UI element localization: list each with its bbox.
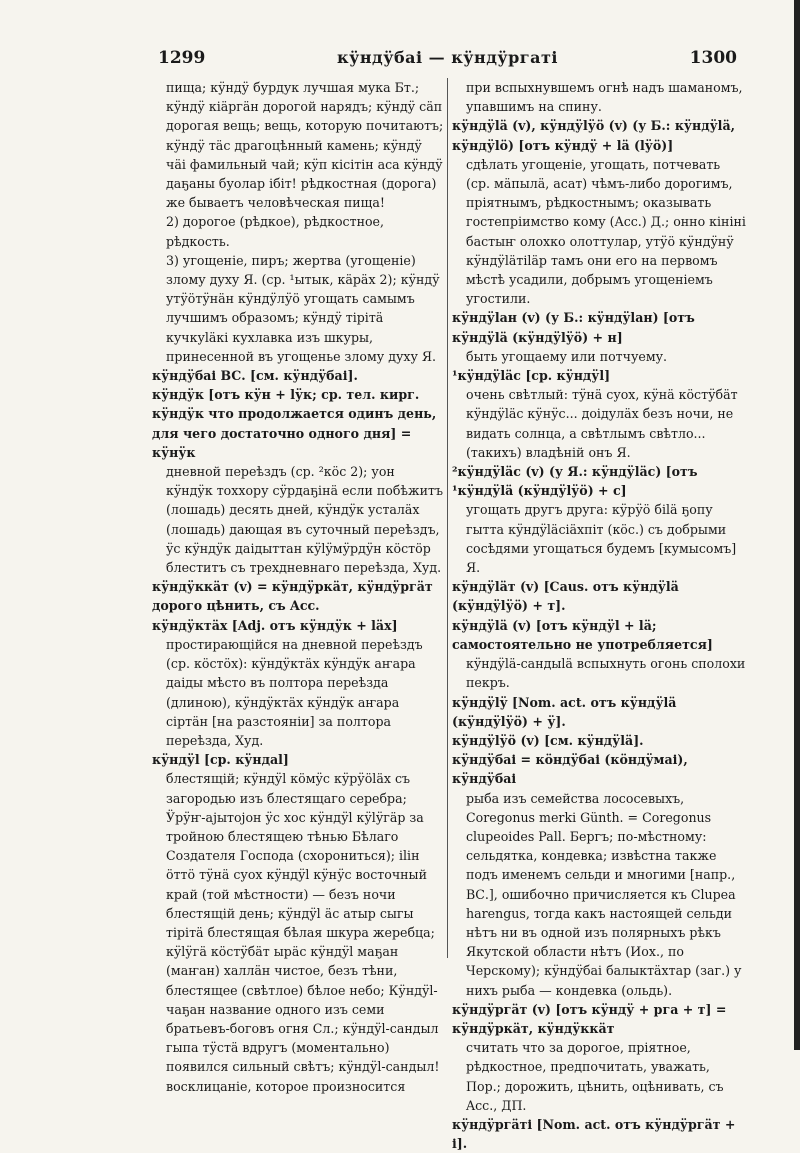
entry-headword: кӱндӱläт (v) [Caus. отъ кӱндӱlä (кӱндӱlӱö) + т].	[452, 579, 679, 614]
entry-text: считать что за дорогое, пріятное, рѣдкостное, предпочитать, уважать, Пор.; дорожить, цѣнить, оцѣнивать, съ Acc., ДП.	[466, 1040, 724, 1113]
entry-text: быть угощаему или потчуему.	[466, 348, 668, 364]
entry-headword: кӱндӱккäт (v) = кӱндӱркäт, кӱндӱргäт дорого цѣнить, съ Acc.	[152, 579, 433, 614]
entry-headword: кӱндӱктäх [Adj. отъ кӱндӱк + läх]	[152, 617, 398, 633]
entry-headword: кӱндӱlä (v) [отъ кӱндӱl + lä; самостоятельно не употребляется]	[452, 617, 713, 652]
entry-text: 3) угощеніе, пиръ; жертва (угощеніе) злому духу Я. (ср. ¹ытык, кäрäх 2); кӱндӱ утӱöтӱнäн кӱндӱлӱö угощать самымъ лучшимъ образомъ; кӱндӱ тірітä кучкуläкі кухлавка изъ шкуры, принесенной въ угощенье злому духу Я.	[166, 252, 440, 364]
running-title: кӱндӱбаі — кӱндӱргаті	[337, 48, 558, 67]
entry-headword: кӱндӱбаі ВС. [см. кӱндӱбаі].	[152, 368, 358, 384]
entry-headword: кӱндӱlӱ [Nom. act. отъ кӱндӱlä (кӱндӱlӱö) + ӱ].	[452, 694, 677, 729]
page-number-right: 1300	[689, 48, 737, 68]
entry-headword: кӱндӱl [ср. кӱндаl]	[152, 752, 289, 768]
entry-headword: кӱндӱбаі = кöндӱбаі (кöндӱмаі), кӱндӱбаі	[452, 752, 688, 787]
entry-text: очень свѣтлый: тӱнä суох, кӱнä кöстӱбäт кӱндӱläс кӱнӱс... доідулäх безъ ночи, не видать солнца, а свѣтлымъ свѣтло... (такихъ) владѣній онъ Я.	[466, 387, 738, 460]
entry-headword: ¹кӱндӱläс [ср. кӱндӱl]	[452, 368, 611, 384]
entry-headword: ²кӱндӱläс (v) (у Я.: кӱндӱläс) [отъ ¹кӱндӱlä (кӱндӱlӱö) + с]	[452, 464, 698, 499]
entry-headword: кӱндӱргäті [Nom. act. отъ кӱндӱргäт + і].	[452, 1116, 736, 1152]
entry-text: блестящій; кӱндӱl кöмӱс кӱрӱöläх съ загородью изъ блестящаго серебра; Ӱрӱҥ-аjытојон ӱс хос кӱндӱl кӱlӱгäр за тройною блестящею тѣнью Бѣлаго Создателя Господа (схорониться); ilін öттö тӱнä суох кӱндӱl кӱнӱс восточный край (той мѣстности) — безъ ночи блестящій день; кӱндӱl äс атыр сыгы тірітä блестящая бѣлая шкура жеребца; кӱlӱгä кöстӱбäт ырäс кӱндӱl маҕан (маҥан) халлäн чистое, безъ тѣни, блестящее (свѣтлое) бѣлое небо; Кӱндӱl-чаҕан название одного изъ семи братьевъ-боговъ огня Сл.; кӱндӱl-сандыл гыпа тӱстä вдругъ (моментально) появился сильный свѣтъ; кӱндӱl-сандыл! восклицаніе, которое произносится	[166, 771, 440, 1094]
entry-headword: кӱндӱlä (v), кӱндӱlӱö (v) (у Б.: кӱндӱlä, кӱндӱlö) [отъ кӱндӱ + lä (lӱö)]	[452, 118, 735, 153]
entry-headword: кӱндӱк [отъ кӱн + lӱк; ср. тел. кирг. кӱндӱк что продолжается одинъ день, для чего достаточно одного дня] = кӱнӱк	[152, 387, 437, 460]
entry-headword: кӱндӱlӱö (v) [см. кӱндӱlä].	[452, 732, 644, 748]
entry-headword: кӱндӱlан (v) (у Б.: кӱндӱlан) [отъ кӱндӱlä (кӱндӱlӱö) + н]	[452, 310, 695, 345]
entry-text: рыба изъ семейства лососевыхъ, Coregonus merki Günth. = Coregonus clupeoides Pall. Бергъ; по-мѣстному: сельдятка, кондевка; извѣстна также подъ именемъ сельди и многими [напр., ВС.], ошибочно причисляется къ Clupea harengus, тогда какъ настоящей сельди нѣтъ ни въ одной изъ полярныхъ рѣкъ Якутской области нѣтъ (Иох., по Черскому); кӱндӱбаі балыктäхтар (заг.) у нихъ рыба — кондевка (ольдь).	[466, 790, 742, 998]
entry-text: при вспыхнувшемъ огнѣ надъ шаманомъ, упавшимъ на спину.	[466, 80, 743, 115]
entry-text: 2) дорогое (рѣдкое), рѣдкостное, рѣдкость.	[166, 214, 385, 249]
entry-text: простирающійся на дневной переѣздъ (ср. кöстöх): кӱндӱктäх кӱндӱк аҥара даіды мѣсто въ полтора переѣзда (длиною), кӱндӱктäх кӱндӱк аҥара сіртäн [на разстояніи] за полтора переѣзда, Худ.	[166, 636, 423, 748]
entry-text: угощать другъ друга: кӱрӱö біlä ҕопу гытта кӱндӱläсiäхпiт (кöс.) съ добрыми сосѣдями угощаться будемъ [кумысомъ] Я.	[466, 502, 737, 576]
entry-text: сдѣлать угощеніе, угощать, потчевать (ср. мäпылä, асат) чѣмъ-либо дорогимъ, пріятнымъ, рѣдкостнымъ; оказывать гостепріимство кому (Acc.) Д.; онно кініні бастыҥ олохко олоттулар, утӱö кӱндӱнӱ кӱндӱläтiläр тамъ они его на первомъ мѣстѣ усадили, добрымъ угощеніемъ угостили.	[466, 156, 746, 307]
right-column	[452, 78, 746, 1153]
entry-text: пища; кӱндӱ бурдук лучшая мука Бт.; кӱндӱ кіäргäн дорогой нарядъ; кӱндӱ сäп дорогая вещь; вещь, которую почитаютъ; кӱндӱ тäс драгоцѣнный камень; кӱндӱ чäі фамильный чай; кӱп кісітін аса кӱндӱ даҕаны буолар ібіт! рѣдкостная (дорога) же бываетъ человѣческая пища!	[166, 80, 444, 211]
entry-headword: кӱндӱргäт (v) [отъ кӱндӱ + рга + т] = кӱндӱркäт, кӱндӱккäт	[452, 1001, 727, 1036]
entry-text: кӱндӱlä-сандыlä вспыхнуть огонь сполохи пекръ.	[466, 656, 746, 691]
scan-edge	[794, 0, 800, 1050]
left-column	[152, 78, 444, 1096]
page-number-left: 1299	[158, 48, 206, 68]
page-header	[150, 44, 745, 70]
entry-text: дневной переѣздъ (ср. ²кöс 2); уон кӱндӱк тоххору сӱрдаҕiнä если побѣжитъ (лошадь) десять дней, кӱндӱк усталäх (лошадь) дающая въ суточный переѣздъ, ӱс кӱндӱк даідыттан кӱlӱмӱрдӱн кöстöр блеститъ съ трехдневнаго переѣзда, Худ.	[166, 464, 443, 576]
column-divider	[447, 78, 448, 958]
